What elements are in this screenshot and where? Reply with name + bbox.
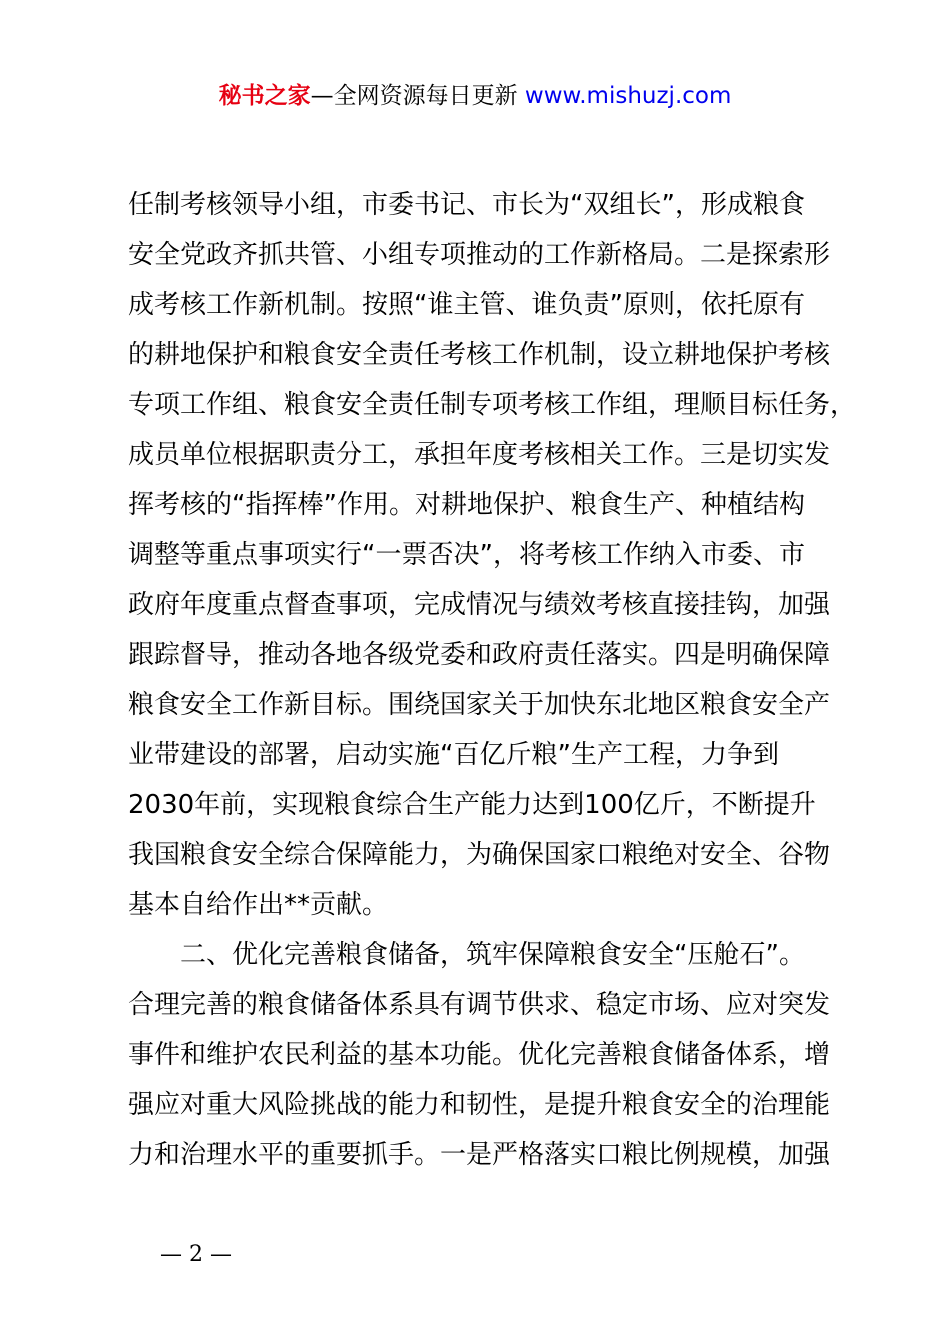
body-line: 业带建设的部署，启动实施“百亿斤粮”生产工程，力争到 (128, 740, 779, 770)
body-line: 政府年度重点督查事项，完成情况与绩效考核直接挂钩，加强 (128, 590, 831, 620)
site-header (0, 80, 950, 112)
body-line: 成考核工作新机制。按照“谁主管、谁负责”原则，依托原有 (128, 290, 805, 320)
body-line: 粮食安全工作新目标。围绕国家关于加快东北地区粮食安全产 (128, 690, 831, 720)
body-line: 的耕地保护和粮食安全责任考核工作机制，设立耕地保护考核 (128, 340, 831, 370)
body-line: 2030年前，实现粮食综合生产能力达到100亿斤，不断提升 (128, 790, 816, 820)
body-line: 事件和维护农民利益的基本功能。优化完善粮食储备体系，增 (128, 1040, 831, 1070)
site-url-link[interactable]: www.mishuzj.com (524, 83, 732, 109)
body-line: 基本自给作出**贡献。 (128, 890, 389, 920)
body-line: 我国粮食安全综合保障能力，为确保国家口粮绝对安全、谷物 (128, 840, 831, 870)
section-heading: 二、优化完善粮食储备，筑牢保障粮食安全“压舱石”。 (180, 940, 805, 970)
body-line: 挥考核的“指挥棒”作用。对耕地保护、粮食生产、种植结构 (128, 490, 805, 520)
site-slogan: —全网资源每日更新 (310, 83, 525, 109)
page-number: — 2 — (160, 1242, 232, 1267)
body-line: 跟踪督导，推动各地各级党委和政府责任落实。四是明确保障 (128, 640, 831, 670)
body-line: 力和治理水平的重要抓手。一是严格落实口粮比例规模，加强 (128, 1140, 831, 1170)
site-brand: 秘书之家 (218, 83, 311, 109)
body-line: 专项工作组、粮食安全责任制专项考核工作组，理顺目标任务， (128, 390, 857, 420)
body-line: 安全党政齐抓共管、小组专项推动的工作新格局。二是探索形 (128, 240, 831, 270)
body-line: 合理完善的粮食储备体系具有调节供求、稳定市场、应对突发 (128, 990, 831, 1020)
body-line: 成员单位根据职责分工，承担年度考核相关工作。三是切实发 (128, 440, 831, 470)
body-line: 强应对重大风险挑战的能力和韧性，是提升粮食安全的治理能 (128, 1090, 831, 1120)
body-line: 调整等重点事项实行“一票否决”，将考核工作纳入市委、市 (128, 540, 805, 570)
document-body (128, 180, 857, 1180)
body-line: 任制考核领导小组，市委书记、市长为“双组长”，形成粮食 (128, 190, 805, 220)
